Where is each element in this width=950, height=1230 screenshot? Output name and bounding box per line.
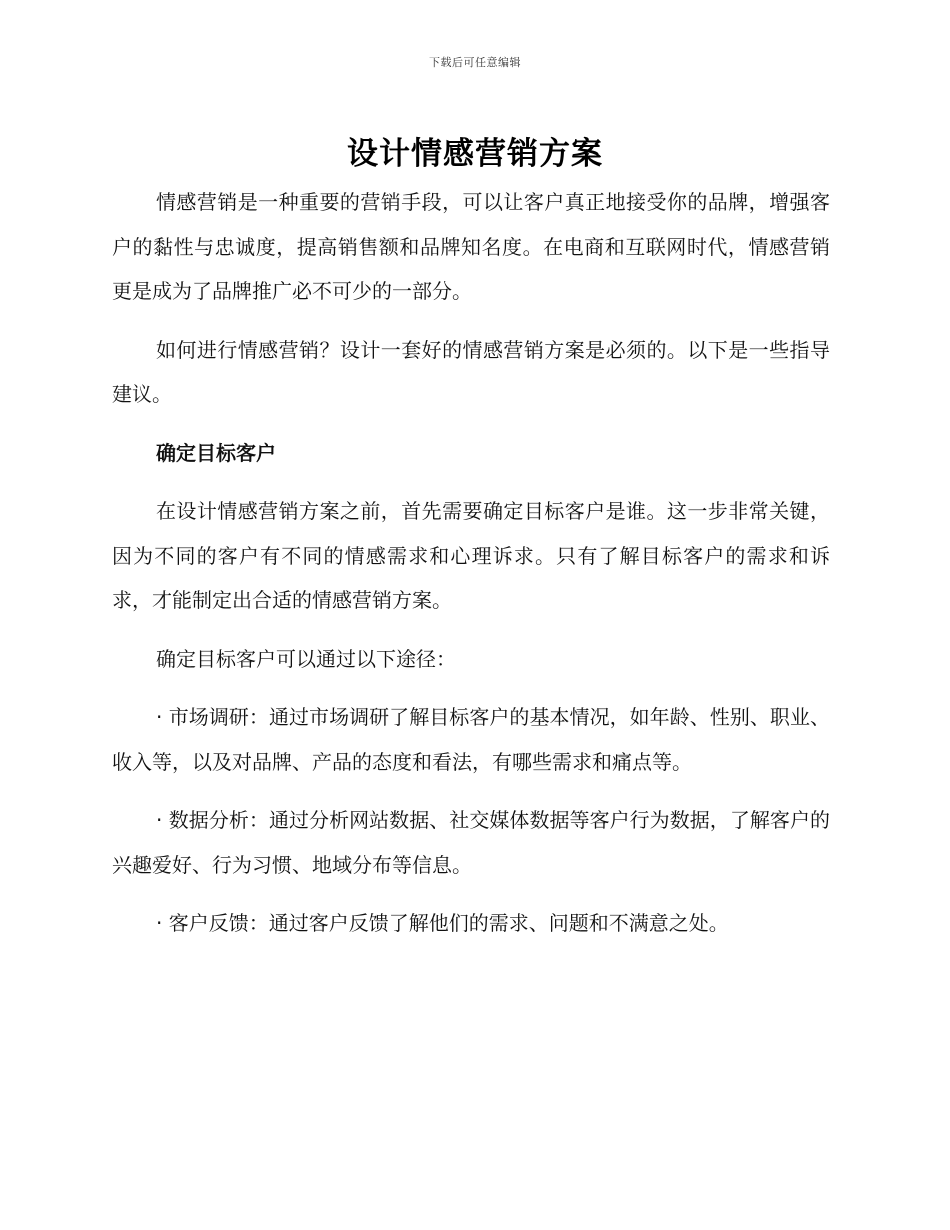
section-heading-target-customers: 确定目标客户	[156, 440, 276, 465]
methods-intro-paragraph: 确定目标客户可以通过以下途径：	[156, 646, 456, 671]
header-note: 下载后可任意编辑	[429, 56, 521, 69]
bullet-market-research: · 市场调研：通过市场调研了解目标客户的基本情况，如年龄、性别、职业、收入等，以及对品牌、产品的态度和看法，有哪些需求和痛点等。	[112, 705, 830, 774]
target-customers-paragraph: 在设计情感营销方案之前，首先需要确定目标客户是谁。这一步非常关键，因为不同的客户有不同的情感需求和心理诉求。只有了解目标客户的需求和诉求，才能制定出合适的情感营销方案。	[112, 499, 830, 612]
how-to-paragraph: 如何进行情感营销？设计一套好的情感营销方案是必须的。以下是一些指导建议。	[112, 337, 830, 406]
page-title: 设计情感营销方案	[347, 136, 603, 172]
intro-paragraph: 情感营销是一种重要的营销手段，可以让客户真正地接受你的品牌，增强客户的黏性与忠诚度，提高销售额和品牌知名度。在电商和互联网时代，情感营销更是成为了品牌推广必不可少的一部分。	[112, 190, 830, 303]
bullet-customer-feedback: · 客户反馈：通过客户反馈了解他们的需求、问题和不满意之处。	[156, 911, 729, 935]
document-body	[112, 180, 830, 960]
bullet-data-analysis: · 数据分析：通过分析网站数据、社交媒体数据等客户行为数据，了解客户的兴趣爱好、行为习惯、地域分布等信息。	[112, 808, 830, 877]
